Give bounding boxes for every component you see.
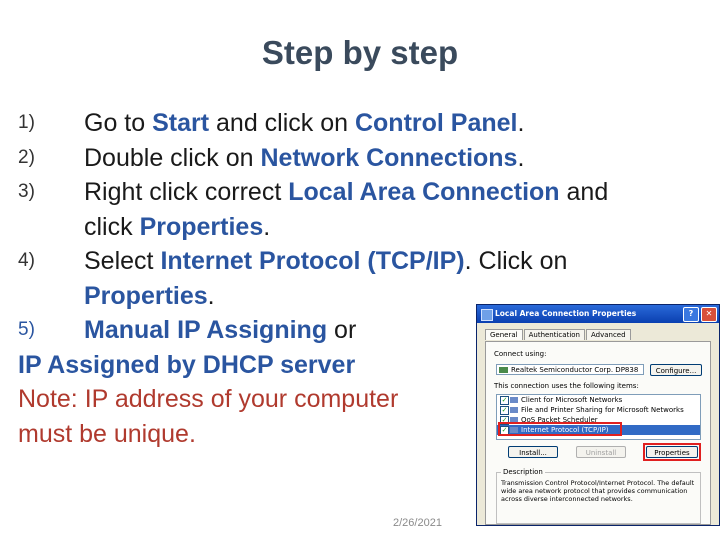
component-icon xyxy=(510,407,518,413)
tab-advanced[interactable]: Advanced xyxy=(586,329,631,340)
item-label: Client for Microsoft Networks xyxy=(521,396,623,404)
highlight-box-properties xyxy=(643,443,701,461)
close-button[interactable]: ✕ xyxy=(701,307,717,322)
step-text: Double click on xyxy=(84,143,261,172)
items-label: This connection uses the following items: xyxy=(494,382,639,390)
dialog-tabs xyxy=(485,329,632,340)
step-highlight: Manual IP Assigning xyxy=(84,316,328,344)
step-highlight: Control Panel xyxy=(354,109,518,137)
adapter-field xyxy=(496,364,644,375)
step-line xyxy=(18,175,708,210)
step-number: 2) xyxy=(18,146,35,168)
general-panel xyxy=(485,341,711,525)
highlight-box-tcpip xyxy=(498,422,622,436)
step-highlight: Properties xyxy=(139,212,264,241)
help-button[interactable]: ? xyxy=(683,307,699,322)
component-icon xyxy=(510,397,518,403)
configure-button[interactable]: Configure... xyxy=(650,364,702,376)
install-button[interactable]: Install... xyxy=(508,446,558,458)
connect-using-label: Connect using: xyxy=(494,350,547,358)
step-line xyxy=(18,244,708,279)
checkbox-icon[interactable]: ✓ xyxy=(501,416,508,424)
note-line: must be unique. xyxy=(18,419,196,448)
step-number: 5) xyxy=(18,319,35,340)
dhcp-line: IP Assigned by DHCP server xyxy=(18,350,356,379)
footer-date: 2/26/2021 xyxy=(393,517,442,529)
adapter-icon xyxy=(499,367,508,373)
step-highlight: Local Area Connection xyxy=(288,178,560,206)
step-text: . xyxy=(517,109,525,137)
step-text: . xyxy=(517,143,525,172)
slide-title: Step by step xyxy=(261,34,459,71)
properties-button[interactable]: Properties xyxy=(646,446,698,458)
adapter-name: Realtek Semiconductor Corp. DP838 xyxy=(511,366,639,374)
note-line: Note: IP address of your computer xyxy=(18,385,399,413)
step-number: 1) xyxy=(18,112,35,133)
list-item[interactable] xyxy=(497,405,700,415)
tab-authentication[interactable]: Authentication xyxy=(524,329,585,340)
step-line xyxy=(18,141,708,176)
step-text: Select xyxy=(84,247,161,275)
step-highlight: Internet Protocol (TCP/IP) xyxy=(160,247,465,275)
step-number: 3) xyxy=(18,181,35,202)
step-text: . xyxy=(207,281,215,310)
step-text: and click on xyxy=(209,109,355,137)
step-text: click xyxy=(84,212,140,241)
step-line xyxy=(18,106,708,141)
step-text: . Click on xyxy=(464,247,568,275)
network-icon xyxy=(481,309,493,321)
step-text: and xyxy=(559,178,609,206)
description-group xyxy=(496,468,701,524)
step-highlight: Start xyxy=(152,109,210,137)
step-text: . xyxy=(263,212,271,241)
step-text: Right click correct xyxy=(84,178,289,206)
connection-properties-dialog xyxy=(476,304,720,526)
dialog-title-bar xyxy=(477,305,719,323)
step-highlight: Network Connections xyxy=(260,143,518,172)
step-line xyxy=(18,210,708,245)
list-item[interactable] xyxy=(497,395,700,405)
description-text: Transmission Control Protocol/Internet Protocol. The default wide area network protocol that provides communication across diverse interconnected networks. xyxy=(501,479,695,503)
checkbox-icon[interactable]: ✓ xyxy=(501,426,508,434)
item-label: File and Printer Sharing for Microsoft Networks xyxy=(521,406,684,414)
step-text: Go to xyxy=(84,109,153,137)
checkbox-icon[interactable]: ✓ xyxy=(501,406,508,414)
step-number: 4) xyxy=(18,250,35,271)
step-text: or xyxy=(327,316,357,344)
uninstall-button[interactable]: Uninstall xyxy=(576,446,626,458)
dialog-title: Local Area Connection Properties xyxy=(495,309,637,318)
tab-general[interactable]: General xyxy=(485,329,523,340)
step-highlight: Properties xyxy=(84,281,208,310)
description-label: Description xyxy=(503,468,543,476)
item-label: QoS Packet Scheduler xyxy=(521,416,598,424)
checkbox-icon[interactable]: ✓ xyxy=(501,396,508,404)
item-label: Internet Protocol (TCP/IP) xyxy=(521,426,609,434)
